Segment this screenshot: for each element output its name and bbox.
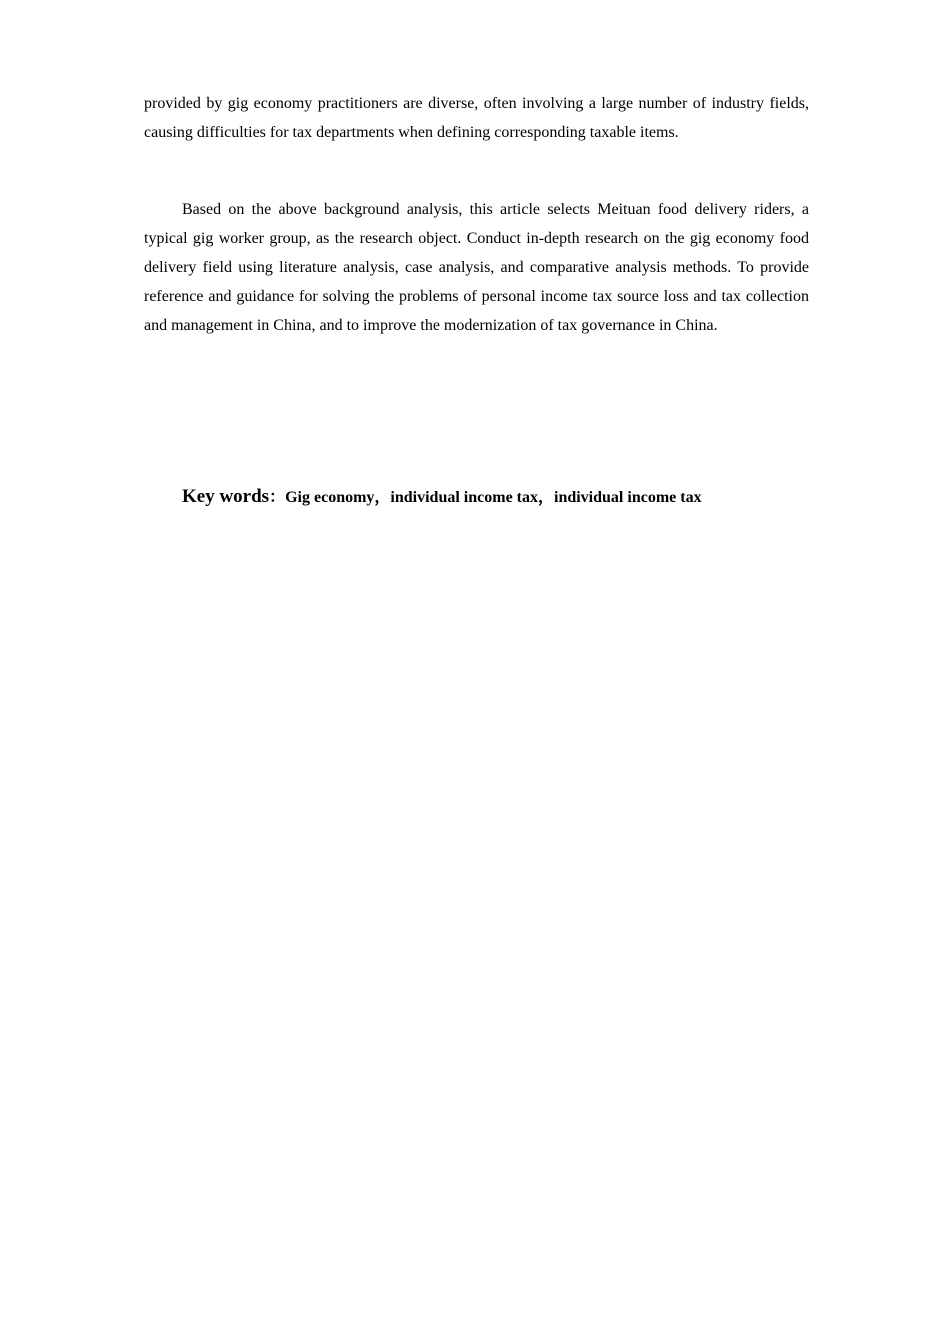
keywords-line — [182, 484, 702, 508]
paragraph-continuation: provided by gig economy practitioners are diverse, often involving a large number of industry fields, causing difficulties for tax departments when defining corresponding taxable items. — [144, 95, 809, 141]
keywords-separator: ： — [269, 489, 286, 506]
keywords-label: Key words — [182, 486, 270, 507]
paragraph-research-scope: Based on the above background analysis, this article selects Meituan food delivery riders, a typical gig worker group, as the research object. Conduct in-depth research on the gig economy food delivery field using literature analysis, case analysis, and comparative analysis methods. To provide reference and guidance for solving the problems of personal income tax source loss and tax collection and management in China, and to improve the modernization of tax governance in China. — [144, 201, 809, 334]
keywords-values: Gig economy，individual income tax，individual income tax — [285, 489, 702, 506]
